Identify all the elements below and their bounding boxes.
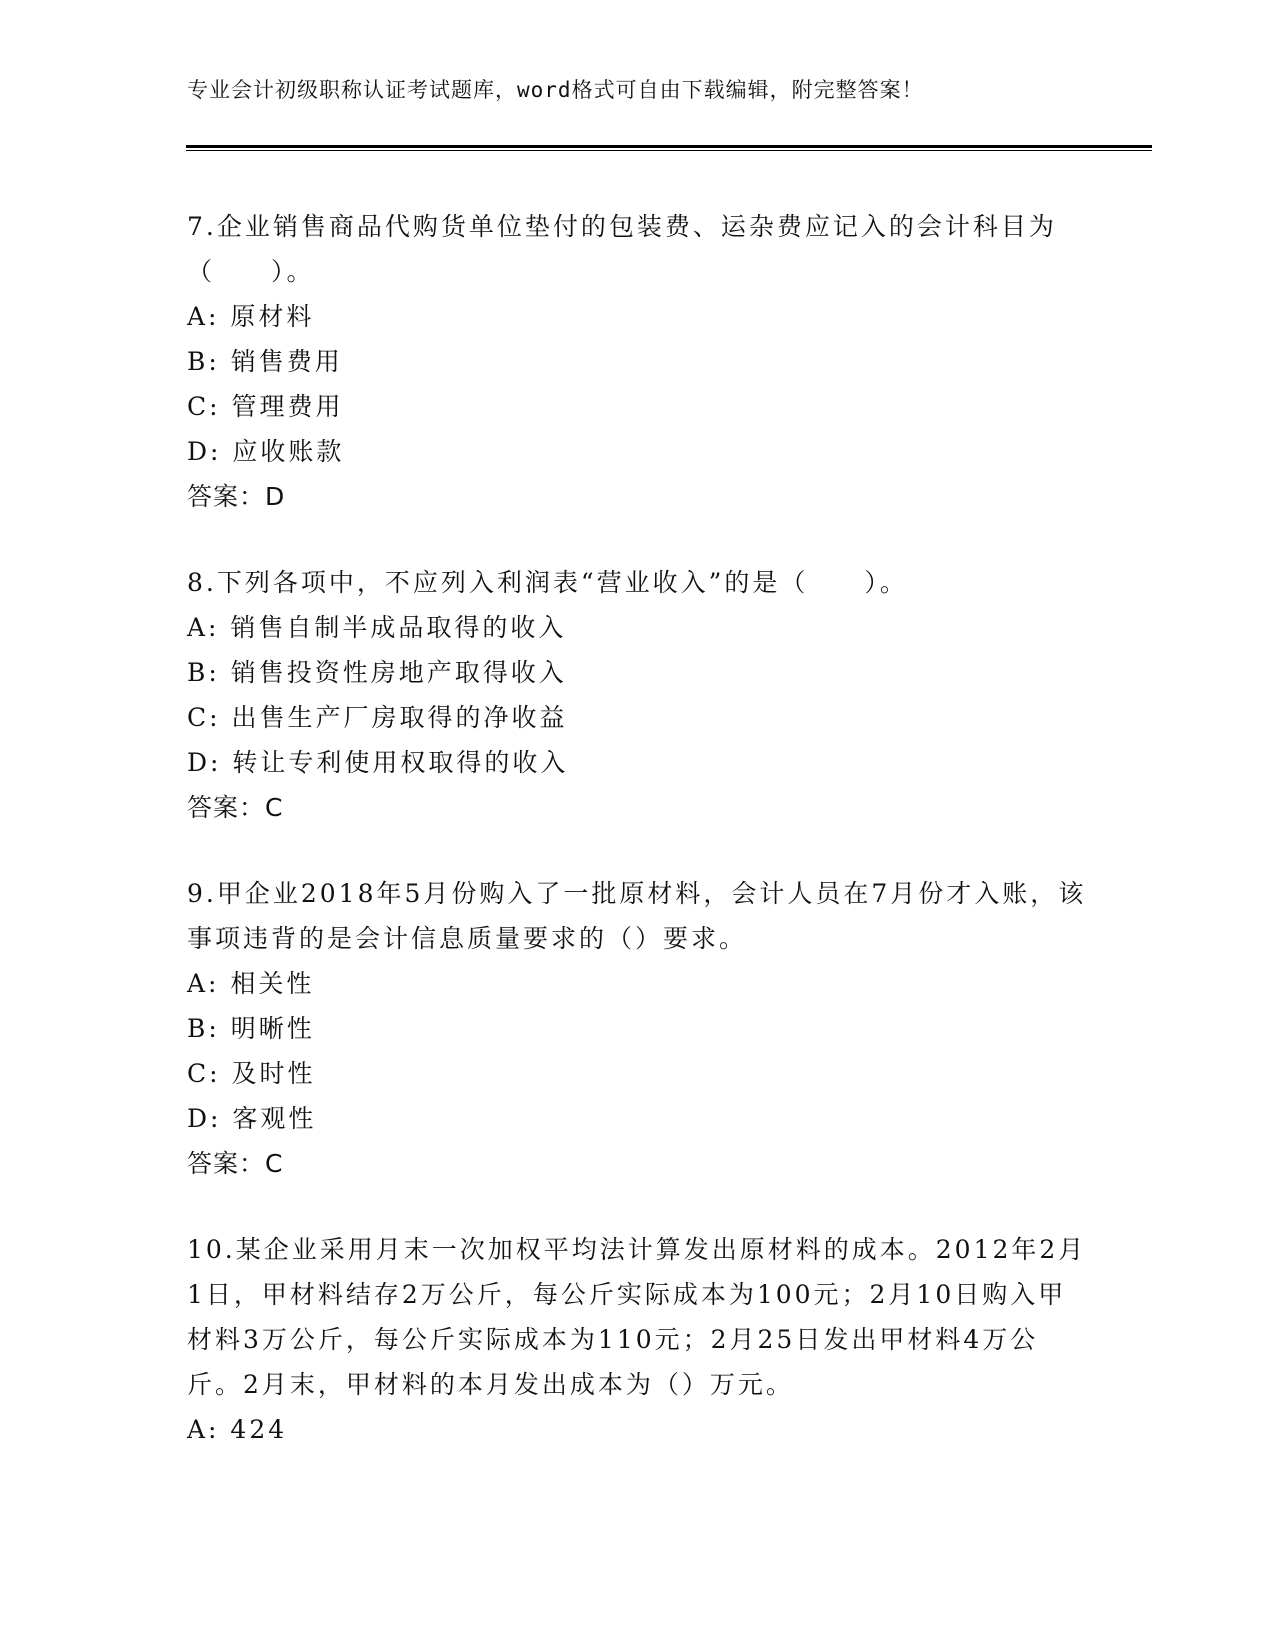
option-d: D: 客观性	[187, 1104, 317, 1133]
question-text: 8.下列各项中，不应列入利润表“营业收入”的是（ ）。	[187, 568, 908, 597]
option-a: A: 424	[187, 1415, 288, 1444]
option-b: B: 销售费用	[187, 347, 343, 376]
page-header: 专业会计初级职称认证考试题库，word格式可自由下载编辑，附完整答案！	[187, 78, 924, 102]
question-8	[187, 560, 1087, 830]
option-a: A: 原材料	[187, 302, 315, 331]
option-b: B: 销售投资性房地产取得收入	[187, 658, 567, 687]
option-a: A: 相关性	[187, 969, 315, 998]
option-b: B: 明晰性	[187, 1014, 315, 1043]
question-text: 10.某企业采用月末一次加权平均法计算发出原材料的成本。2012年2月1日，甲材料结存2万公斤，每公斤实际成本为100元；2月10日购入甲材料3万公斤，每公斤实际成本为110元；2月25日发出甲材料4万公斤。2月末，甲材料的本月发出成本为（）万元。	[187, 1235, 1087, 1399]
option-c: C: 出售生产厂房取得的净收益	[187, 703, 568, 732]
answer: 答案：C	[187, 793, 284, 822]
answer: 答案：D	[187, 482, 286, 511]
answer: 答案：C	[187, 1149, 284, 1178]
question-7	[187, 204, 1087, 519]
option-d: D: 转让专利使用权取得的收入	[187, 748, 569, 777]
option-c: C: 管理费用	[187, 392, 344, 421]
question-text: 7.企业销售商品代购货单位垫付的包装费、运杂费应记入的会计科目为（ ）。	[187, 212, 1057, 286]
header-rule	[186, 145, 1152, 148]
question-10	[187, 1227, 1087, 1452]
option-a: A: 销售自制半成品取得的收入	[187, 613, 567, 642]
question-list	[187, 204, 1087, 1493]
question-text: 9.甲企业2018年5月份购入了一批原材料，会计人员在7月份才入账，该事项违背的是会计信息质量要求的（）要求。	[187, 879, 1087, 953]
header-rule-thin	[186, 150, 1152, 151]
option-d: D: 应收账款	[187, 437, 345, 466]
option-c: C: 及时性	[187, 1059, 316, 1088]
question-9	[187, 871, 1087, 1186]
